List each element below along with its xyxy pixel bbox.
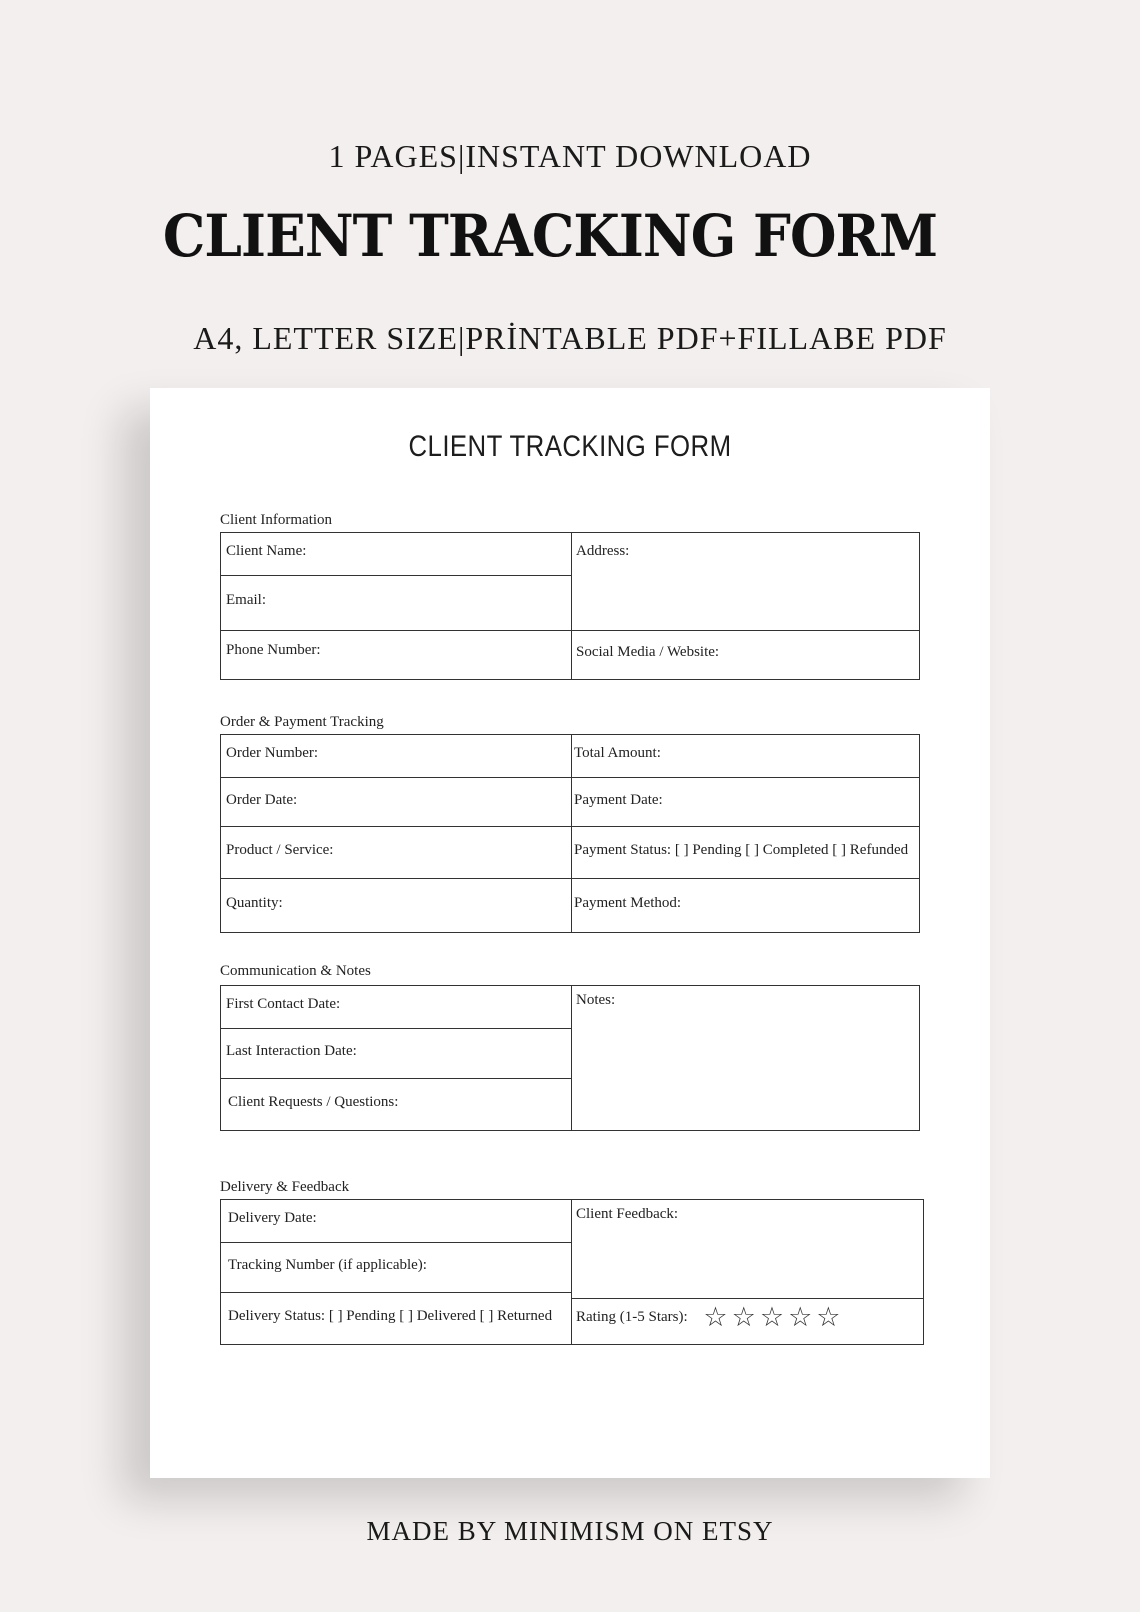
rating-stars xyxy=(703,1304,844,1331)
rating-label: Rating (1-5 Stars): xyxy=(576,1308,688,1325)
payment-status-field[interactable]: Payment Status: [ ] Pending [ ] Completed [ ] Refunded xyxy=(574,842,909,858)
order-number-field[interactable]: Order Number: xyxy=(226,745,319,761)
section-label-client-info: Client Information xyxy=(220,512,333,528)
product-service-field[interactable]: Product / Service: xyxy=(226,842,334,858)
client-feedback-field[interactable]: Client Feedback: xyxy=(576,1206,679,1222)
rating-row xyxy=(571,1298,845,1331)
section-label-communication: Communication & Notes xyxy=(220,963,371,979)
tracking-number-field[interactable]: Tracking Number (if applicable): xyxy=(228,1257,427,1273)
phone-number-field[interactable]: Phone Number: xyxy=(226,642,321,658)
address-field[interactable]: Address: xyxy=(576,543,630,559)
star-icon[interactable]: ☆ xyxy=(703,1302,728,1332)
notes-field[interactable]: Notes: xyxy=(576,992,616,1008)
client-info-table xyxy=(220,532,920,680)
client-requests-field[interactable]: Client Requests / Questions: xyxy=(228,1094,399,1110)
quantity-field[interactable]: Quantity: xyxy=(226,895,283,911)
delivery-date-field[interactable]: Delivery Date: xyxy=(228,1210,317,1226)
header-top-line: 1 PAGES|INSTANT DOWNLOAD xyxy=(328,138,812,174)
footer-credit: MADE BY MINIMISM ON ETSY xyxy=(366,1516,774,1546)
social-media-field[interactable]: Social Media / Website: xyxy=(576,644,720,660)
delivery-status-field[interactable]: Delivery Status: [ ] Pending [ ] Delivered [ ] Returned xyxy=(228,1308,553,1324)
star-icon[interactable]: ☆ xyxy=(759,1302,785,1332)
client-name-field[interactable]: Client Name: xyxy=(226,543,307,559)
first-contact-date-field[interactable]: First Contact Date: xyxy=(226,996,341,1012)
order-date-field[interactable]: Order Date: xyxy=(226,792,298,808)
payment-method-field[interactable]: Payment Method: xyxy=(574,895,682,911)
star-icon[interactable]: ☆ xyxy=(816,1302,841,1332)
star-icon[interactable]: ☆ xyxy=(731,1302,756,1332)
section-label-order: Order & Payment Tracking xyxy=(220,714,384,730)
payment-date-field[interactable]: Payment Date: xyxy=(574,792,663,808)
communication-table xyxy=(220,985,920,1131)
section-label-delivery: Delivery & Feedback xyxy=(220,1179,350,1195)
star-icon[interactable]: ☆ xyxy=(788,1302,813,1332)
last-interaction-date-field[interactable]: Last Interaction Date: xyxy=(226,1043,357,1059)
email-field[interactable]: Email: xyxy=(226,592,266,608)
page-title: CLIENT TRACKING FORM xyxy=(162,202,938,270)
delivery-table xyxy=(220,1199,924,1345)
order-table xyxy=(220,734,920,933)
sheet-title: CLIENT TRACKING FORM xyxy=(408,430,732,463)
form-sheet xyxy=(150,388,990,1478)
total-amount-field[interactable]: Total Amount: xyxy=(574,745,661,761)
header-sub-line: A4, LETTER SIZE|PRİNTABLE PDF+FILLABE PDF xyxy=(193,320,947,356)
